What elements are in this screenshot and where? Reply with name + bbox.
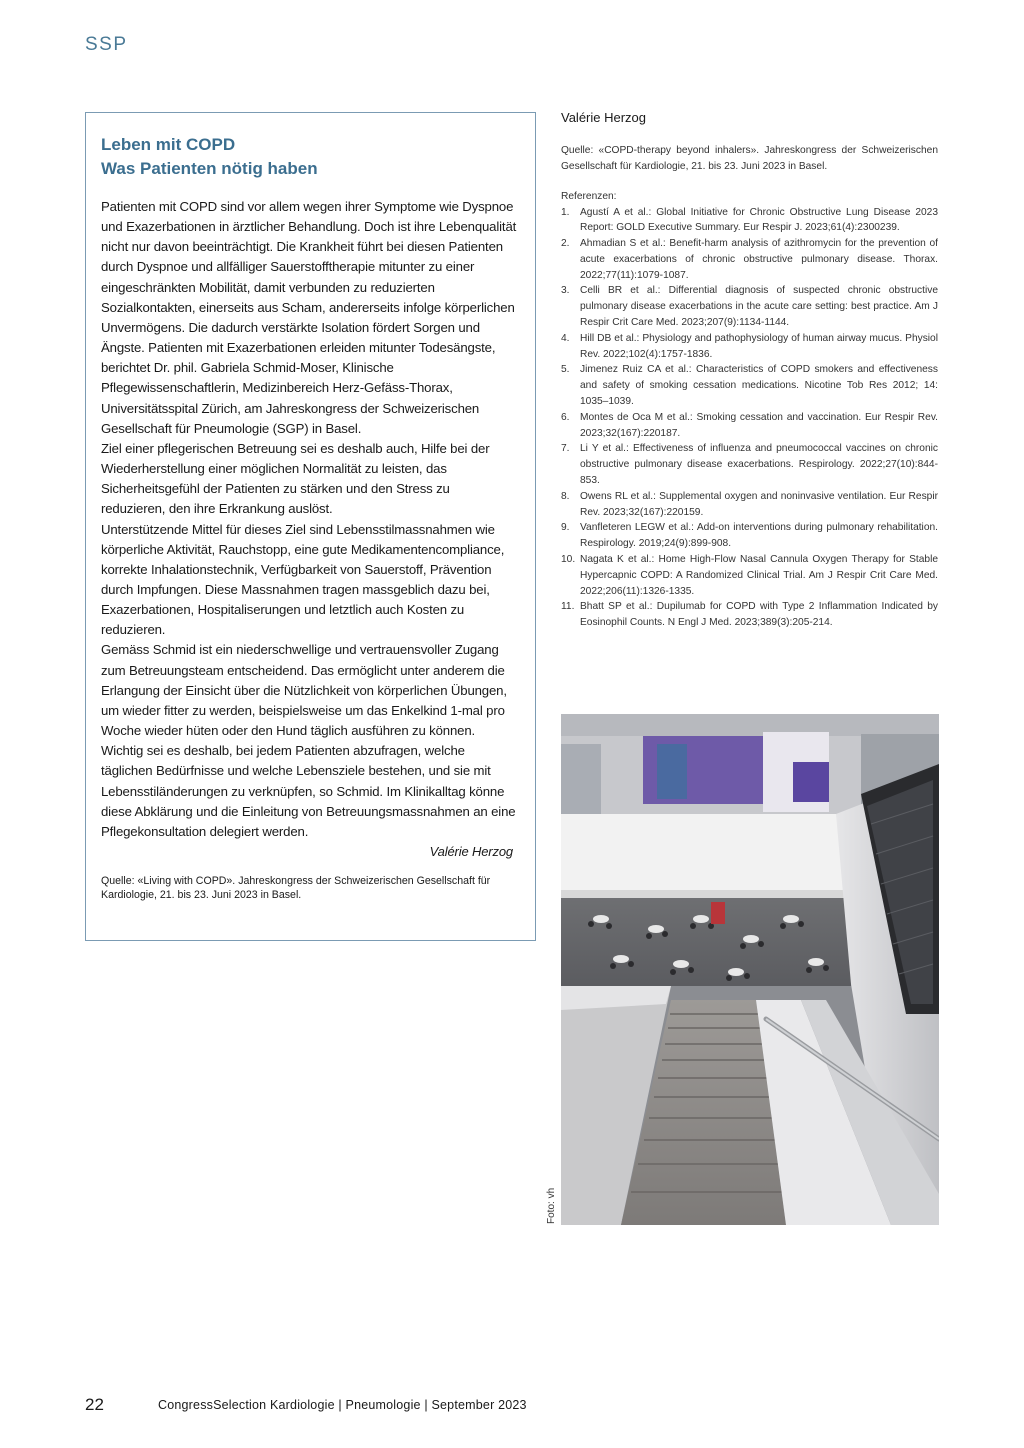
main-article-source: Quelle: «COPD-therapy beyond inhalers». Jahreskongress der Schweizerischen Gesellschaft für Kardiologie, 21. bis 23. Juni 2023 in Basel. [561,145,938,172]
reference-item [561,205,938,237]
article-paragraph: Wichtig sei es deshalb, bei jedem Patienten abzufragen, welche täglichen Bedürfnisse und welche Lebensziele bestehen, und sie mit Lebensstiländerungen zu verknüpfen, so Schmid. Im Klinikalltag könne diese Abklärung und die Einleitung von Betreuungsmassnahmen an eine Pflegekonsultation delegiert werden. [101,743,516,839]
section-tag: SSP [85,34,128,55]
reference-number: 10. [561,554,576,566]
reference-item [561,331,938,363]
reference-item [561,441,938,488]
article-author: Valérie Herzog [429,844,513,859]
reference-text: Agustí A et al.: Global Initiative for Chronic Obstructive Lung Disease 2023 Report: GOLD Executive Summary. Eur Respir J. 2023;61(4):2300239. [580,206,938,234]
reference-text: Hill DB et al.: Physiology and pathophysiology of human airway mucus. Physiol Rev. 2022;102(4):1757-1836. [580,332,938,360]
reference-item [561,236,938,283]
right-column [561,108,938,631]
reference-text: Owens RL et al.: Supplemental oxygen and noninvasive ventilation. Eur Respir Rev. 2023;32(167):220159. [580,490,938,518]
page-number: 22 [85,1395,104,1414]
article-paragraph: Ziel einer pflegerischen Betreuung sei es deshalb auch, Hilfe bei der Wiederherstellung einer möglichen Normalität zu leisten, das Sicherheitsgefühl der Patienten zu stärken und den Stress zu reduzieren, den ihre Erkrankung auslöst. [101,440,490,517]
reference-text: Li Y et al.: Effectiveness of influenza and pneumococcal vaccines on chronic obstructive pulmonary disease exacerbations. Respirology. 2022;27(10):844-853. [580,443,938,487]
reference-item [561,552,938,599]
article-paragraph: Unterstützende Mittel für dieses Ziel sind Lebensstilmassnahmen wie körperliche Aktivität, Rauchstopp, eine gute Medikamentencompliance, korrekte Inhalationstechnik, Verfügbarkeit von Sauerstoff, Prävention durch Impfungen. Diese Massnahmen tragen massgeblich dazu bei, Exazerbationen, Hospitaliserungen und letztlich auch Kosten zu reduzieren. [101,521,505,638]
article-title [101,133,517,181]
reference-text: Ahmadian S et al.: Benefit-harm analysis of azithromycin for the prevention of acute exacerbations of chronic obstructive pulmonary disease. Thorax. 2022;77(11):1079-1087. [580,238,938,281]
reference-number: 3. [561,285,570,297]
reference-text: Bhatt SP et al.: Dupilumab for COPD with Type 2 Inflammation Indicated by Eosinophil Counts. N Engl J Med. 2023;389(3):205-214. [580,601,938,629]
reference-item [561,283,938,330]
reference-number: 2. [561,238,570,250]
article-body [101,197,517,862]
references-heading: Referenzen: [561,191,617,202]
references-list [561,205,938,632]
reference-item [561,599,938,631]
article-source: Quelle: «Living with COPD». Jahreskongress der Schweizerischen Gesellschaft für Kardiologie, 21. bis 23. Juni 2023 in Basel. [101,875,491,901]
reference-number: 4. [561,332,570,344]
reference-text: Celli BR et al.: Differential diagnosis of suspected chronic obstructive pulmonary disease exacerbations in the acute care setting: best practice. Am J Respir Crit Care Med. 2023;207(9):1134-1144. [580,285,938,329]
article-paragraph: Gemäss Schmid ist ein niederschwellige und vertrauensvoller Zugang zum Betreuungsteam entscheidend. Das ermöglicht unter anderem die Erlangung der Einsicht über die Nützlichkeit von körperlichen Übungen, um wieder fitter zu werden, beispielsweise um das Enkelkind 1-mal pro Woche wieder hüten oder den Hund täglich ausführen zu können. [101,642,507,739]
reference-number: 1. [561,206,570,218]
reference-number: 11. [561,601,575,613]
reference-number: 6. [561,411,570,423]
publication-footer: CongressSelection Kardiologie | Pneumologie | September 2023 [158,1398,527,1412]
reference-number: 5. [561,364,570,376]
reference-text: Vanfleteren LEGW et al.: Add-on interventions during pulmonary rehabilitation. Respirology. 2019;24(9):899-908. [580,522,938,550]
reference-number: 8. [561,490,570,502]
congress-hall-photo [561,714,939,1225]
reference-item [561,520,938,552]
reference-item [561,362,938,409]
main-article-author: Valérie Herzog [561,110,647,125]
article-box [85,112,536,941]
article-title-line2: Was Patienten nötig haben [101,159,318,178]
article-title-line1: Leben mit COPD [101,135,236,154]
reference-text: Jimenez Ruiz CA et al.: Characteristics of COPD smokers and effectiveness and safety of smoking cessation medications. Nicotine Tob Res 2012; 14: 1035–1039. [580,364,938,408]
photo-credit: Foto: vh [546,1187,557,1224]
article-paragraph: Patienten mit COPD sind vor allem wegen ihrer Symptome wie Dyspnoe und Exazerbationen in ärztlicher Behandlung. Doch ist ihre Lebenqualität nicht nur davon beeinträchtigt. Die Krankheit führt bei diesen Patienten durch Dyspnoe und allfälliger Sauerstofftherapie mitunter zu einer eingeschränkten Mobilität, damit verbunden zu reduzierten Sozialkontakten, einerseits aus Scham, andererseits infolge körperlichen Unvermögens. Die dadurch verstärkte Isolation fördert Sorgen und Ängste. Patienten mit Exazerbationen erleiden mitunter Todesängste, berichtet Dr. phil. Gabriela Schmid-Moser, Klinische Pflegewissenschaftlerin, Medizinbereich Herz-Gefäss-Thorax, Universitätsspital Zürich, am Jahreskongress der Schweizerischen Gesellschaft für Pneumologie (SGP) in Basel. [101,199,517,436]
reference-text: Nagata K et al.: Home High-Flow Nasal Cannula Oxygen Therapy for Stable Hypercapnic COPD: A Randomized Clinical Trial. Am J Respir Crit Care Med. 2022;206(11):1326-1335. [580,554,938,597]
reference-item [561,489,938,521]
reference-item [561,410,938,442]
reference-number: 7. [561,443,570,455]
reference-text: Montes de Oca M et al.: Smoking cessation and vaccination. Eur Respir Rev. 2023;32(167):220187. [580,411,938,439]
reference-number: 9. [561,522,570,534]
